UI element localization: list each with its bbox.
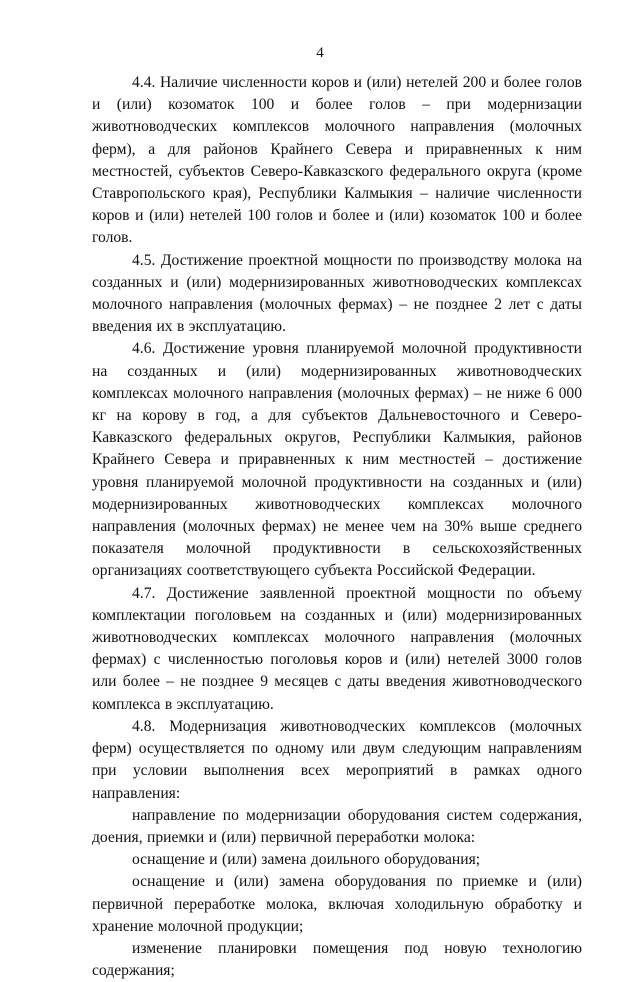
paragraph-4-8: 4.8. Модернизация животноводческих комплексов (молочных ферм) осуществляется по одному или двум следующим направлениям при условии выполнения всех мероприятий в рамках одного направления: [92, 717, 582, 802]
paragraph-4-7: 4.7. Достижение заявленной проектной мощности по объему комплектации поголовьем на созданных и (или) модернизированных животноводческих комплексах молочного направления (молочных фермах) с численностью поголовья коров и (или) нетелей 3000 голов или более – не позднее 9 месяцев с даты введения животноводческого комплекса в эксплуатацию. [92, 584, 582, 713]
page-number: 4 [316, 45, 324, 61]
list-item-reception-equipment: оснащение и (или) замена оборудования по приемке и (или) первичной переработке молока, включая холодильную обработку и хранение молочной продукции; [92, 873, 582, 935]
paragraph-4-6: 4.6. Достижение уровня планируемой молочной продуктивности на созданных и (или) модернизированных животноводческих комплексах молочного направления (молочных фермах) – не ниже 6 000 кг на корову в год, а для субъектов Дальневосточного и Северо-Кавказского федеральных округов, Республики Калмыкия, районов Крайнего Севера и приравненных к ним местностей – достижение уровня планируемой молочной продуктивности на созданных и (или) модернизированных животноводческих комплексах молочного направления (молочных фермах) не менее чем на 30% выше среднего показателя молочной продуктивности в сельскохозяйственных организациях соответствующего субъекта Российской Федерации. [92, 340, 582, 580]
paragraph-modernization-direction: направление по модернизации оборудования систем содержания, доения, приемки и (или) первичной переработки молока: [92, 806, 582, 846]
document-body [92, 72, 582, 982]
paragraph-4-4: 4.4. Наличие численности коров и (или) нетелей 200 и более голов и (или) козоматок 100 и более голов – при модернизации животноводческих комплексов молочного направления (молочных ферм), а для районов Крайнего Севера и приравненных к ним местностей, субъектов Северо-Кавказского федерального округа (кроме Ставропольского края), Республики Калмыкия – наличие численности коров и (или) нетелей 100 голов и более и (или) козоматок 100 и более голов. [92, 74, 582, 247]
list-item-milking-equipment: оснащение и (или) замена доильного оборудования; [132, 851, 481, 869]
paragraph-4-5: 4.5. Достижение проектной мощности по производству молока на созданных и (или) модернизированных животноводческих комплексах молочного направления (молочных фермах) – не позднее 2 лет с даты введения их в эксплуатацию. [92, 251, 582, 336]
list-item-layout-change: изменение планировки помещения под новую технологию содержания; [92, 939, 582, 980]
